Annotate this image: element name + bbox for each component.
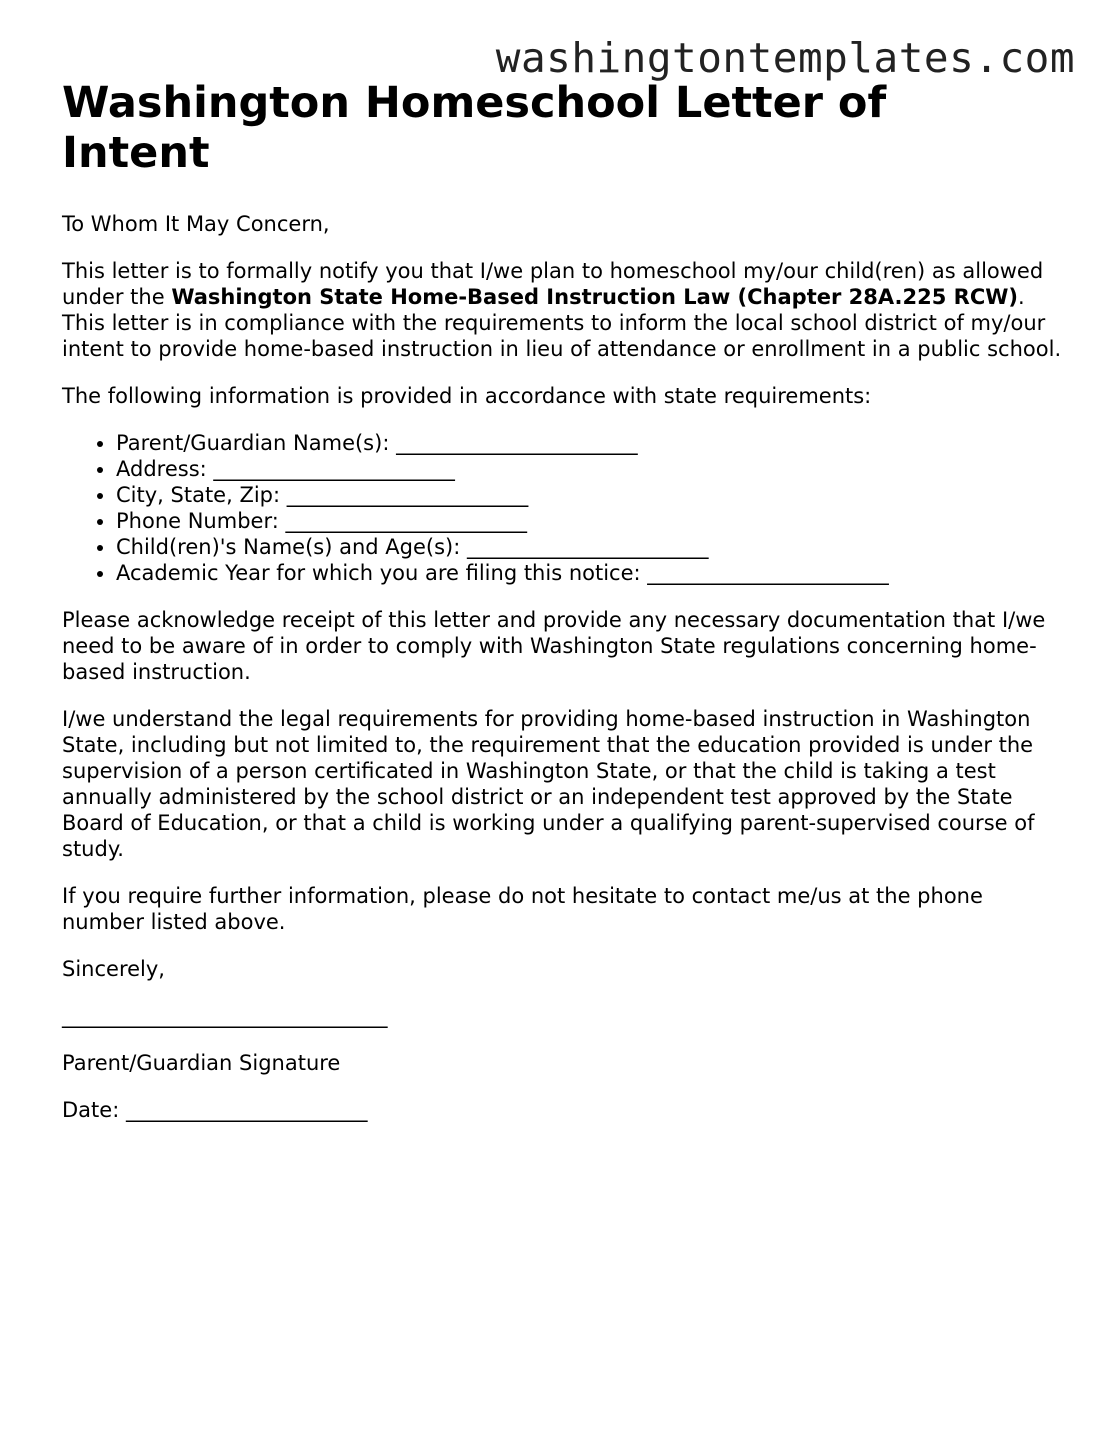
closing: Sincerely,	[62, 957, 165, 981]
signature-label: Parent/Guardian Signature	[62, 1051, 341, 1075]
page-title: Washington Homeschool Letter of Intent	[62, 78, 887, 178]
understand-paragraph: I/we understand the legal requirements for providing home-based instruction in Washington State, including but not limited to, the requirement that the education provided is under the supervision of a person certificated in Washington State, or that the child is taking a test annually administered by the school district or an independent test approved by the State Board of Education, or that a child is working under a qualifying parent-supervised course of study.	[62, 707, 1035, 861]
intro-text-start: This letter is to formally notify you that I/we plan to homeschool my/our child(ren) as allowed under the	[62, 259, 1044, 309]
field-academic-year: • Academic Year for which you are filing this notice: _______________________	[116, 560, 1062, 586]
field-address: • Address: _______________________	[116, 456, 1062, 482]
watermark: washingtontemplates.com	[495, 34, 1075, 82]
intro-paragraph	[62, 258, 1062, 362]
field-list	[62, 430, 1062, 586]
law-reference: Washington State Home-Based Instruction Law (Chapter 28A.225 RCW)	[171, 285, 1018, 309]
field-children-names-ages: • Child(ren)'s Name(s) and Age(s): _______________________	[116, 534, 1062, 560]
signature-line: _______________________________	[62, 1004, 388, 1028]
letter-page	[62, 78, 1062, 1123]
date-line: Date: _______________________	[62, 1098, 368, 1122]
greeting: To Whom It May Concern,	[62, 212, 330, 236]
field-phone-number: • Phone Number: _______________________	[116, 508, 1062, 534]
intro-text-end: . This letter is in compliance with the requirements to inform the local school district of my/our intent to provide home-based instruction in lieu of attendance or enrollment in a public school.	[62, 285, 1062, 361]
acknowledge-paragraph: Please acknowledge receipt of this letter and provide any necessary documentation that I/we need to be aware of in order to comply with Washington State regulations concerning home-based instruction.	[62, 608, 1046, 684]
field-parent-names: • Parent/Guardian Name(s): _______________________	[116, 430, 1062, 456]
further-info-paragraph: If you require further information, please do not hesitate to contact me/us at the phone number listed above.	[62, 884, 983, 934]
field-city-state-zip: • City, State, Zip: _______________________	[116, 482, 1062, 508]
info-lead: The following information is provided in accordance with state requirements:	[62, 384, 872, 408]
